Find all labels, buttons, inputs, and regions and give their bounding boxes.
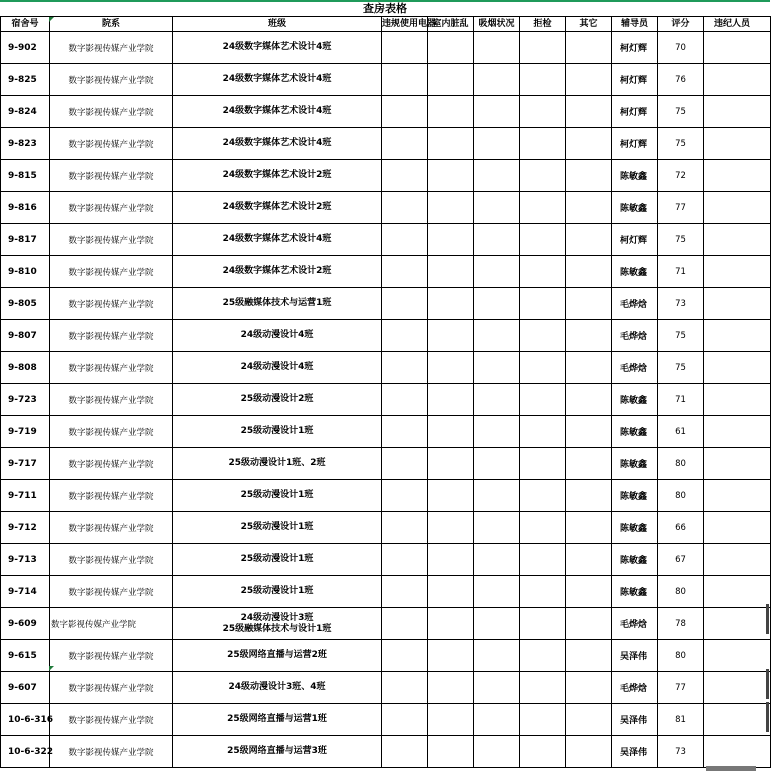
room-cell[interactable]: 9-723 bbox=[1, 384, 50, 416]
room-cell[interactable]: 9-712 bbox=[1, 512, 50, 544]
score-cell[interactable]: 80 bbox=[658, 640, 704, 672]
violators-cell[interactable] bbox=[704, 160, 771, 192]
refuse-cell[interactable] bbox=[520, 672, 566, 704]
score-cell[interactable]: 77 bbox=[658, 672, 704, 704]
other-cell[interactable] bbox=[566, 576, 612, 608]
electric-cell[interactable] bbox=[382, 96, 428, 128]
inspection-table bbox=[0, 16, 771, 768]
dept-cell[interactable]: 数字影视传媒产业学院 bbox=[50, 64, 173, 96]
messy-cell[interactable] bbox=[428, 64, 474, 96]
violators-cell[interactable] bbox=[704, 544, 771, 576]
messy-cell[interactable] bbox=[428, 96, 474, 128]
room-cell[interactable]: 9-815 bbox=[1, 160, 50, 192]
dept-cell[interactable]: 数字影视传媒产业学院 bbox=[50, 192, 173, 224]
room-cell[interactable]: 9-717 bbox=[1, 448, 50, 480]
score-cell[interactable]: 76 bbox=[658, 64, 704, 96]
messy-cell[interactable] bbox=[428, 480, 474, 512]
messy-cell[interactable] bbox=[428, 160, 474, 192]
electric-cell[interactable] bbox=[382, 352, 428, 384]
score-cell[interactable]: 75 bbox=[658, 352, 704, 384]
messy-cell[interactable] bbox=[428, 128, 474, 160]
other-cell[interactable] bbox=[566, 704, 612, 736]
messy-cell[interactable] bbox=[428, 224, 474, 256]
score-cell[interactable]: 67 bbox=[658, 544, 704, 576]
smoking-cell[interactable] bbox=[474, 480, 520, 512]
score-cell[interactable]: 66 bbox=[658, 512, 704, 544]
next-column-edge bbox=[766, 702, 769, 732]
score-cell[interactable]: 78 bbox=[658, 608, 704, 640]
dept-cell[interactable]: 数字影视传媒产业学院 bbox=[50, 320, 173, 352]
electric-cell[interactable] bbox=[382, 544, 428, 576]
other-cell[interactable] bbox=[566, 640, 612, 672]
counselor-cell[interactable]: 柯灯辉 bbox=[612, 32, 658, 64]
room-cell[interactable]: 9-810 bbox=[1, 256, 50, 288]
class-cell[interactable]: 24级动漫设计4班 bbox=[173, 320, 382, 352]
header-row bbox=[1, 17, 771, 32]
scrollbar-thumb[interactable] bbox=[706, 766, 756, 771]
violators-cell[interactable] bbox=[704, 608, 771, 640]
refuse-cell[interactable] bbox=[520, 576, 566, 608]
class-cell[interactable]: 25级网络直播与运营2班 bbox=[173, 640, 382, 672]
electric-cell[interactable] bbox=[382, 416, 428, 448]
violators-cell[interactable] bbox=[704, 672, 771, 704]
counselor-cell[interactable]: 柯灯辉 bbox=[612, 64, 658, 96]
header-other[interactable]: 其它 bbox=[566, 17, 612, 32]
smoking-cell[interactable] bbox=[474, 224, 520, 256]
violators-cell[interactable] bbox=[704, 32, 771, 64]
score-cell[interactable]: 75 bbox=[658, 96, 704, 128]
electric-cell[interactable] bbox=[382, 640, 428, 672]
other-cell[interactable] bbox=[566, 672, 612, 704]
messy-cell[interactable] bbox=[428, 512, 474, 544]
counselor-cell[interactable]: 陈敏鑫 bbox=[612, 576, 658, 608]
electric-cell[interactable] bbox=[382, 608, 428, 640]
class-cell[interactable]: 24级数字媒体艺术设计2班 bbox=[173, 192, 382, 224]
room-cell[interactable]: 9-817 bbox=[1, 224, 50, 256]
other-cell[interactable] bbox=[566, 608, 612, 640]
dept-cell[interactable]: 数字影视传媒产业学院 bbox=[50, 544, 173, 576]
dept-cell[interactable]: 数字影视传媒产业学院 bbox=[50, 480, 173, 512]
counselor-cell[interactable]: 毛烨焓 bbox=[612, 320, 658, 352]
header-class[interactable]: 班级 bbox=[173, 17, 382, 32]
class-cell[interactable]: 24级数字媒体艺术设计2班 bbox=[173, 160, 382, 192]
refuse-cell[interactable] bbox=[520, 320, 566, 352]
refuse-cell[interactable] bbox=[520, 224, 566, 256]
smoking-cell[interactable] bbox=[474, 128, 520, 160]
electric-cell[interactable] bbox=[382, 160, 428, 192]
class-cell[interactable]: 25级动漫设计2班 bbox=[173, 384, 382, 416]
score-cell[interactable]: 71 bbox=[658, 256, 704, 288]
class-cell[interactable]: 24级数字媒体艺术设计2班 bbox=[173, 256, 382, 288]
messy-cell[interactable] bbox=[428, 320, 474, 352]
score-cell[interactable]: 77 bbox=[658, 192, 704, 224]
violators-cell[interactable] bbox=[704, 96, 771, 128]
electric-cell[interactable] bbox=[382, 288, 428, 320]
other-cell[interactable] bbox=[566, 736, 612, 768]
other-cell[interactable] bbox=[566, 96, 612, 128]
dept-cell[interactable]: 数字影视传媒产业学院 bbox=[50, 128, 173, 160]
violators-cell[interactable] bbox=[704, 64, 771, 96]
messy-cell[interactable] bbox=[428, 384, 474, 416]
messy-cell[interactable] bbox=[428, 640, 474, 672]
dept-cell[interactable]: 数字影视传媒产业学院 bbox=[50, 672, 173, 704]
refuse-cell[interactable] bbox=[520, 640, 566, 672]
other-cell[interactable] bbox=[566, 32, 612, 64]
other-cell[interactable] bbox=[566, 384, 612, 416]
refuse-cell[interactable] bbox=[520, 128, 566, 160]
electric-cell[interactable] bbox=[382, 576, 428, 608]
electric-cell[interactable] bbox=[382, 192, 428, 224]
refuse-cell[interactable] bbox=[520, 384, 566, 416]
refuse-cell[interactable] bbox=[520, 736, 566, 768]
dept-cell[interactable]: 数字影视传媒产业学院 bbox=[50, 288, 173, 320]
room-cell[interactable]: 9-609 bbox=[1, 608, 50, 640]
class-cell[interactable]: 24级数字媒体艺术设计4班 bbox=[173, 224, 382, 256]
smoking-cell[interactable] bbox=[474, 288, 520, 320]
counselor-cell[interactable]: 陈敏鑫 bbox=[612, 384, 658, 416]
score-cell[interactable]: 71 bbox=[658, 384, 704, 416]
violators-cell[interactable] bbox=[704, 256, 771, 288]
violators-cell[interactable] bbox=[704, 128, 771, 160]
table-row bbox=[1, 704, 771, 736]
score-cell[interactable]: 80 bbox=[658, 448, 704, 480]
violators-cell[interactable] bbox=[704, 288, 771, 320]
table-row bbox=[1, 640, 771, 672]
header-room[interactable]: 宿舍号 bbox=[1, 17, 50, 32]
counselor-cell[interactable]: 柯灯辉 bbox=[612, 224, 658, 256]
other-cell[interactable] bbox=[566, 160, 612, 192]
table-row bbox=[1, 224, 771, 256]
refuse-cell[interactable] bbox=[520, 704, 566, 736]
room-cell[interactable]: 9-711 bbox=[1, 480, 50, 512]
messy-cell[interactable] bbox=[428, 736, 474, 768]
smoking-cell[interactable] bbox=[474, 384, 520, 416]
counselor-cell[interactable]: 吴泽伟 bbox=[612, 736, 658, 768]
header-score[interactable]: 评分 bbox=[658, 17, 704, 32]
violators-cell[interactable] bbox=[704, 576, 771, 608]
counselor-cell[interactable]: 陈敏鑫 bbox=[612, 480, 658, 512]
header-dept[interactable]: 院系 bbox=[50, 17, 173, 32]
class-cell[interactable] bbox=[173, 608, 382, 640]
room-cell[interactable]: 9-805 bbox=[1, 288, 50, 320]
smoking-cell[interactable] bbox=[474, 64, 520, 96]
table-row bbox=[1, 160, 771, 192]
header-messy[interactable]: 室内脏乱 bbox=[428, 17, 474, 32]
smoking-cell[interactable] bbox=[474, 32, 520, 64]
score-cell[interactable]: 75 bbox=[658, 224, 704, 256]
dept-cell[interactable]: 数字影视传媒产业学院 bbox=[50, 32, 173, 64]
score-cell[interactable]: 80 bbox=[658, 576, 704, 608]
messy-cell[interactable] bbox=[428, 256, 474, 288]
dept-cell[interactable]: 数字影视传媒产业学院 bbox=[50, 352, 173, 384]
messy-cell[interactable] bbox=[428, 352, 474, 384]
smoking-cell[interactable] bbox=[474, 96, 520, 128]
counselor-cell[interactable]: 陈敏鑫 bbox=[612, 160, 658, 192]
counselor-cell[interactable]: 吴泽伟 bbox=[612, 640, 658, 672]
electric-cell[interactable] bbox=[382, 704, 428, 736]
refuse-cell[interactable] bbox=[520, 512, 566, 544]
refuse-cell[interactable] bbox=[520, 544, 566, 576]
smoking-cell[interactable] bbox=[474, 608, 520, 640]
table-row bbox=[1, 288, 771, 320]
header-violators[interactable]: 违纪人员 bbox=[704, 17, 771, 32]
room-cell[interactable]: 9-816 bbox=[1, 192, 50, 224]
messy-cell[interactable] bbox=[428, 288, 474, 320]
other-cell[interactable] bbox=[566, 544, 612, 576]
smoking-cell[interactable] bbox=[474, 320, 520, 352]
refuse-cell[interactable] bbox=[520, 288, 566, 320]
smoking-cell[interactable] bbox=[474, 416, 520, 448]
other-cell[interactable] bbox=[566, 512, 612, 544]
sheet-title: 查房表格 bbox=[363, 2, 407, 15]
electric-cell[interactable] bbox=[382, 384, 428, 416]
class-cell[interactable]: 24级动漫设计3班、4班 bbox=[173, 672, 382, 704]
class-cell[interactable]: 25级动漫设计1班 bbox=[173, 512, 382, 544]
class-cell[interactable]: 25级融媒体技术与运营1班 bbox=[173, 288, 382, 320]
electric-cell[interactable] bbox=[382, 64, 428, 96]
messy-cell[interactable] bbox=[428, 608, 474, 640]
dept-cell[interactable]: 数字影视传媒产业学院 bbox=[50, 704, 173, 736]
table-row bbox=[1, 608, 771, 640]
other-cell[interactable] bbox=[566, 192, 612, 224]
class-line: 24级动漫设计3班 bbox=[240, 612, 314, 623]
violators-cell[interactable] bbox=[704, 736, 771, 768]
table-row bbox=[1, 256, 771, 288]
refuse-cell[interactable] bbox=[520, 608, 566, 640]
header-counselor[interactable]: 辅导员 bbox=[612, 17, 658, 32]
table-row bbox=[1, 96, 771, 128]
room-cell[interactable]: 9-824 bbox=[1, 96, 50, 128]
dept-cell[interactable]: 数字影视传媒产业学院 bbox=[50, 512, 173, 544]
counselor-cell[interactable]: 柯灯辉 bbox=[612, 96, 658, 128]
room-cell[interactable]: 10-6-316 bbox=[1, 704, 50, 736]
score-cell[interactable]: 81 bbox=[658, 704, 704, 736]
score-cell[interactable]: 75 bbox=[658, 320, 704, 352]
refuse-cell[interactable] bbox=[520, 32, 566, 64]
counselor-cell[interactable]: 柯灯辉 bbox=[612, 128, 658, 160]
other-cell[interactable] bbox=[566, 448, 612, 480]
room-cell[interactable]: 9-615 bbox=[1, 640, 50, 672]
violators-cell[interactable] bbox=[704, 480, 771, 512]
counselor-cell[interactable]: 陈敏鑫 bbox=[612, 256, 658, 288]
room-cell[interactable]: 9-807 bbox=[1, 320, 50, 352]
other-cell[interactable] bbox=[566, 320, 612, 352]
refuse-cell[interactable] bbox=[520, 192, 566, 224]
counselor-cell[interactable]: 陈敏鑫 bbox=[612, 192, 658, 224]
table-row bbox=[1, 480, 771, 512]
refuse-cell[interactable] bbox=[520, 448, 566, 480]
other-cell[interactable] bbox=[566, 256, 612, 288]
dept-cell[interactable]: 数字影视传媒产业学院 bbox=[50, 224, 173, 256]
refuse-cell[interactable] bbox=[520, 416, 566, 448]
other-cell[interactable] bbox=[566, 288, 612, 320]
table-row bbox=[1, 384, 771, 416]
room-cell[interactable]: 9-902 bbox=[1, 32, 50, 64]
other-cell[interactable] bbox=[566, 64, 612, 96]
score-cell[interactable]: 70 bbox=[658, 32, 704, 64]
counselor-cell[interactable]: 陈敏鑫 bbox=[612, 544, 658, 576]
violators-cell[interactable] bbox=[704, 640, 771, 672]
table-row bbox=[1, 544, 771, 576]
refuse-cell[interactable] bbox=[520, 160, 566, 192]
room-cell[interactable]: 9-825 bbox=[1, 64, 50, 96]
class-cell[interactable]: 25级动漫设计1班 bbox=[173, 416, 382, 448]
class-cell[interactable]: 25级动漫设计1班 bbox=[173, 480, 382, 512]
smoking-cell[interactable] bbox=[474, 192, 520, 224]
dept-cell[interactable]: 数字影视传媒产业学院 bbox=[50, 608, 173, 640]
electric-cell[interactable] bbox=[382, 128, 428, 160]
dept-cell[interactable]: 数字影视传媒产业学院 bbox=[50, 640, 173, 672]
room-cell[interactable]: 9-714 bbox=[1, 576, 50, 608]
dept-cell[interactable]: 数字影视传媒产业学院 bbox=[50, 576, 173, 608]
table-row bbox=[1, 64, 771, 96]
score-cell[interactable]: 73 bbox=[658, 736, 704, 768]
other-cell[interactable] bbox=[566, 128, 612, 160]
smoking-cell[interactable] bbox=[474, 448, 520, 480]
table-row bbox=[1, 32, 771, 64]
comment-marker bbox=[49, 17, 54, 22]
other-cell[interactable] bbox=[566, 224, 612, 256]
smoking-cell[interactable] bbox=[474, 160, 520, 192]
class-cell[interactable]: 25级网络直播与运营1班 bbox=[173, 704, 382, 736]
messy-cell[interactable] bbox=[428, 448, 474, 480]
counselor-cell[interactable]: 陈敏鑫 bbox=[612, 512, 658, 544]
smoking-cell[interactable] bbox=[474, 640, 520, 672]
table-row bbox=[1, 128, 771, 160]
table-row bbox=[1, 320, 771, 352]
class-cell[interactable]: 25级网络直播与运营3班 bbox=[173, 736, 382, 768]
other-cell[interactable] bbox=[566, 480, 612, 512]
dept-cell[interactable]: 数字影视传媒产业学院 bbox=[50, 160, 173, 192]
smoking-cell[interactable] bbox=[474, 544, 520, 576]
table-row bbox=[1, 512, 771, 544]
room-cell[interactable]: 9-713 bbox=[1, 544, 50, 576]
room-cell[interactable]: 9-719 bbox=[1, 416, 50, 448]
table-row bbox=[1, 576, 771, 608]
electric-cell[interactable] bbox=[382, 736, 428, 768]
class-cell[interactable]: 24级数字媒体艺术设计4班 bbox=[173, 128, 382, 160]
score-cell[interactable]: 73 bbox=[658, 288, 704, 320]
dept-cell[interactable]: 数字影视传媒产业学院 bbox=[50, 448, 173, 480]
smoking-cell[interactable] bbox=[474, 576, 520, 608]
electric-cell[interactable] bbox=[382, 672, 428, 704]
header-smoking[interactable]: 吸烟状况 bbox=[474, 17, 520, 32]
violators-cell[interactable] bbox=[704, 448, 771, 480]
violators-cell[interactable] bbox=[704, 384, 771, 416]
other-cell[interactable] bbox=[566, 352, 612, 384]
smoking-cell[interactable] bbox=[474, 736, 520, 768]
messy-cell[interactable] bbox=[428, 544, 474, 576]
violators-cell[interactable] bbox=[704, 704, 771, 736]
table-row bbox=[1, 352, 771, 384]
electric-cell[interactable] bbox=[382, 512, 428, 544]
score-cell[interactable]: 75 bbox=[658, 128, 704, 160]
table-row bbox=[1, 448, 771, 480]
counselor-cell[interactable]: 陈敏鑫 bbox=[612, 448, 658, 480]
counselor-cell[interactable]: 毛烨焓 bbox=[612, 608, 658, 640]
table-row bbox=[1, 672, 771, 704]
refuse-cell[interactable] bbox=[520, 352, 566, 384]
smoking-cell[interactable] bbox=[474, 256, 520, 288]
dept-cell[interactable]: 数字影视传媒产业学院 bbox=[50, 416, 173, 448]
class-cell[interactable]: 25级动漫设计1班、2班 bbox=[173, 448, 382, 480]
next-column-edge bbox=[766, 604, 769, 634]
class-line: 25级融媒体技术与设计1班 bbox=[222, 623, 332, 634]
header-refuse[interactable]: 拒检 bbox=[520, 17, 566, 32]
dept-cell[interactable]: 数字影视传媒产业学院 bbox=[50, 256, 173, 288]
refuse-cell[interactable] bbox=[520, 96, 566, 128]
refuse-cell[interactable] bbox=[520, 64, 566, 96]
violators-cell[interactable] bbox=[704, 416, 771, 448]
violators-cell[interactable] bbox=[704, 320, 771, 352]
class-cell[interactable]: 25级动漫设计1班 bbox=[173, 544, 382, 576]
messy-cell[interactable] bbox=[428, 416, 474, 448]
dept-cell[interactable]: 数字影视传媒产业学院 bbox=[50, 384, 173, 416]
messy-cell[interactable] bbox=[428, 32, 474, 64]
electric-cell[interactable] bbox=[382, 320, 428, 352]
counselor-cell[interactable]: 吴泽伟 bbox=[612, 704, 658, 736]
refuse-cell[interactable] bbox=[520, 256, 566, 288]
electric-cell[interactable] bbox=[382, 32, 428, 64]
electric-cell[interactable] bbox=[382, 448, 428, 480]
messy-cell[interactable] bbox=[428, 672, 474, 704]
room-cell[interactable]: 9-808 bbox=[1, 352, 50, 384]
messy-cell[interactable] bbox=[428, 192, 474, 224]
other-cell[interactable] bbox=[566, 416, 612, 448]
class-cell[interactable]: 24级动漫设计4班 bbox=[173, 352, 382, 384]
dept-cell[interactable]: 数字影视传媒产业学院 bbox=[50, 96, 173, 128]
counselor-cell[interactable]: 陈敏鑫 bbox=[612, 416, 658, 448]
smoking-cell[interactable] bbox=[474, 672, 520, 704]
comment-marker bbox=[49, 666, 54, 671]
table-row bbox=[1, 736, 771, 768]
smoking-cell[interactable] bbox=[474, 352, 520, 384]
dept-cell[interactable]: 数字影视传媒产业学院 bbox=[50, 736, 173, 768]
counselor-cell[interactable]: 毛烨焓 bbox=[612, 672, 658, 704]
table-row bbox=[1, 416, 771, 448]
room-cell[interactable]: 9-607 bbox=[1, 672, 50, 704]
class-cell[interactable]: 25级动漫设计1班 bbox=[173, 576, 382, 608]
smoking-cell[interactable] bbox=[474, 704, 520, 736]
electric-cell[interactable] bbox=[382, 224, 428, 256]
score-cell[interactable]: 80 bbox=[658, 480, 704, 512]
refuse-cell[interactable] bbox=[520, 480, 566, 512]
messy-cell[interactable] bbox=[428, 576, 474, 608]
violators-cell[interactable] bbox=[704, 352, 771, 384]
counselor-cell[interactable]: 毛烨焓 bbox=[612, 288, 658, 320]
messy-cell[interactable] bbox=[428, 704, 474, 736]
class-cell[interactable]: 24级数字媒体艺术设计4班 bbox=[173, 32, 382, 64]
electric-cell[interactable] bbox=[382, 480, 428, 512]
counselor-cell[interactable]: 毛烨焓 bbox=[612, 352, 658, 384]
room-cell[interactable]: 9-823 bbox=[1, 128, 50, 160]
violators-cell[interactable] bbox=[704, 224, 771, 256]
table-row bbox=[1, 192, 771, 224]
header-electric[interactable]: 违规使用电器 bbox=[382, 17, 428, 32]
score-cell[interactable]: 72 bbox=[658, 160, 704, 192]
violators-cell[interactable] bbox=[704, 192, 771, 224]
class-cell[interactable]: 24级数字媒体艺术设计4班 bbox=[173, 96, 382, 128]
next-column-edge bbox=[766, 669, 769, 699]
smoking-cell[interactable] bbox=[474, 512, 520, 544]
score-cell[interactable]: 61 bbox=[658, 416, 704, 448]
class-cell[interactable]: 24级数字媒体艺术设计4班 bbox=[173, 64, 382, 96]
room-cell[interactable]: 10-6-322 bbox=[1, 736, 50, 768]
violators-cell[interactable] bbox=[704, 512, 771, 544]
electric-cell[interactable] bbox=[382, 256, 428, 288]
